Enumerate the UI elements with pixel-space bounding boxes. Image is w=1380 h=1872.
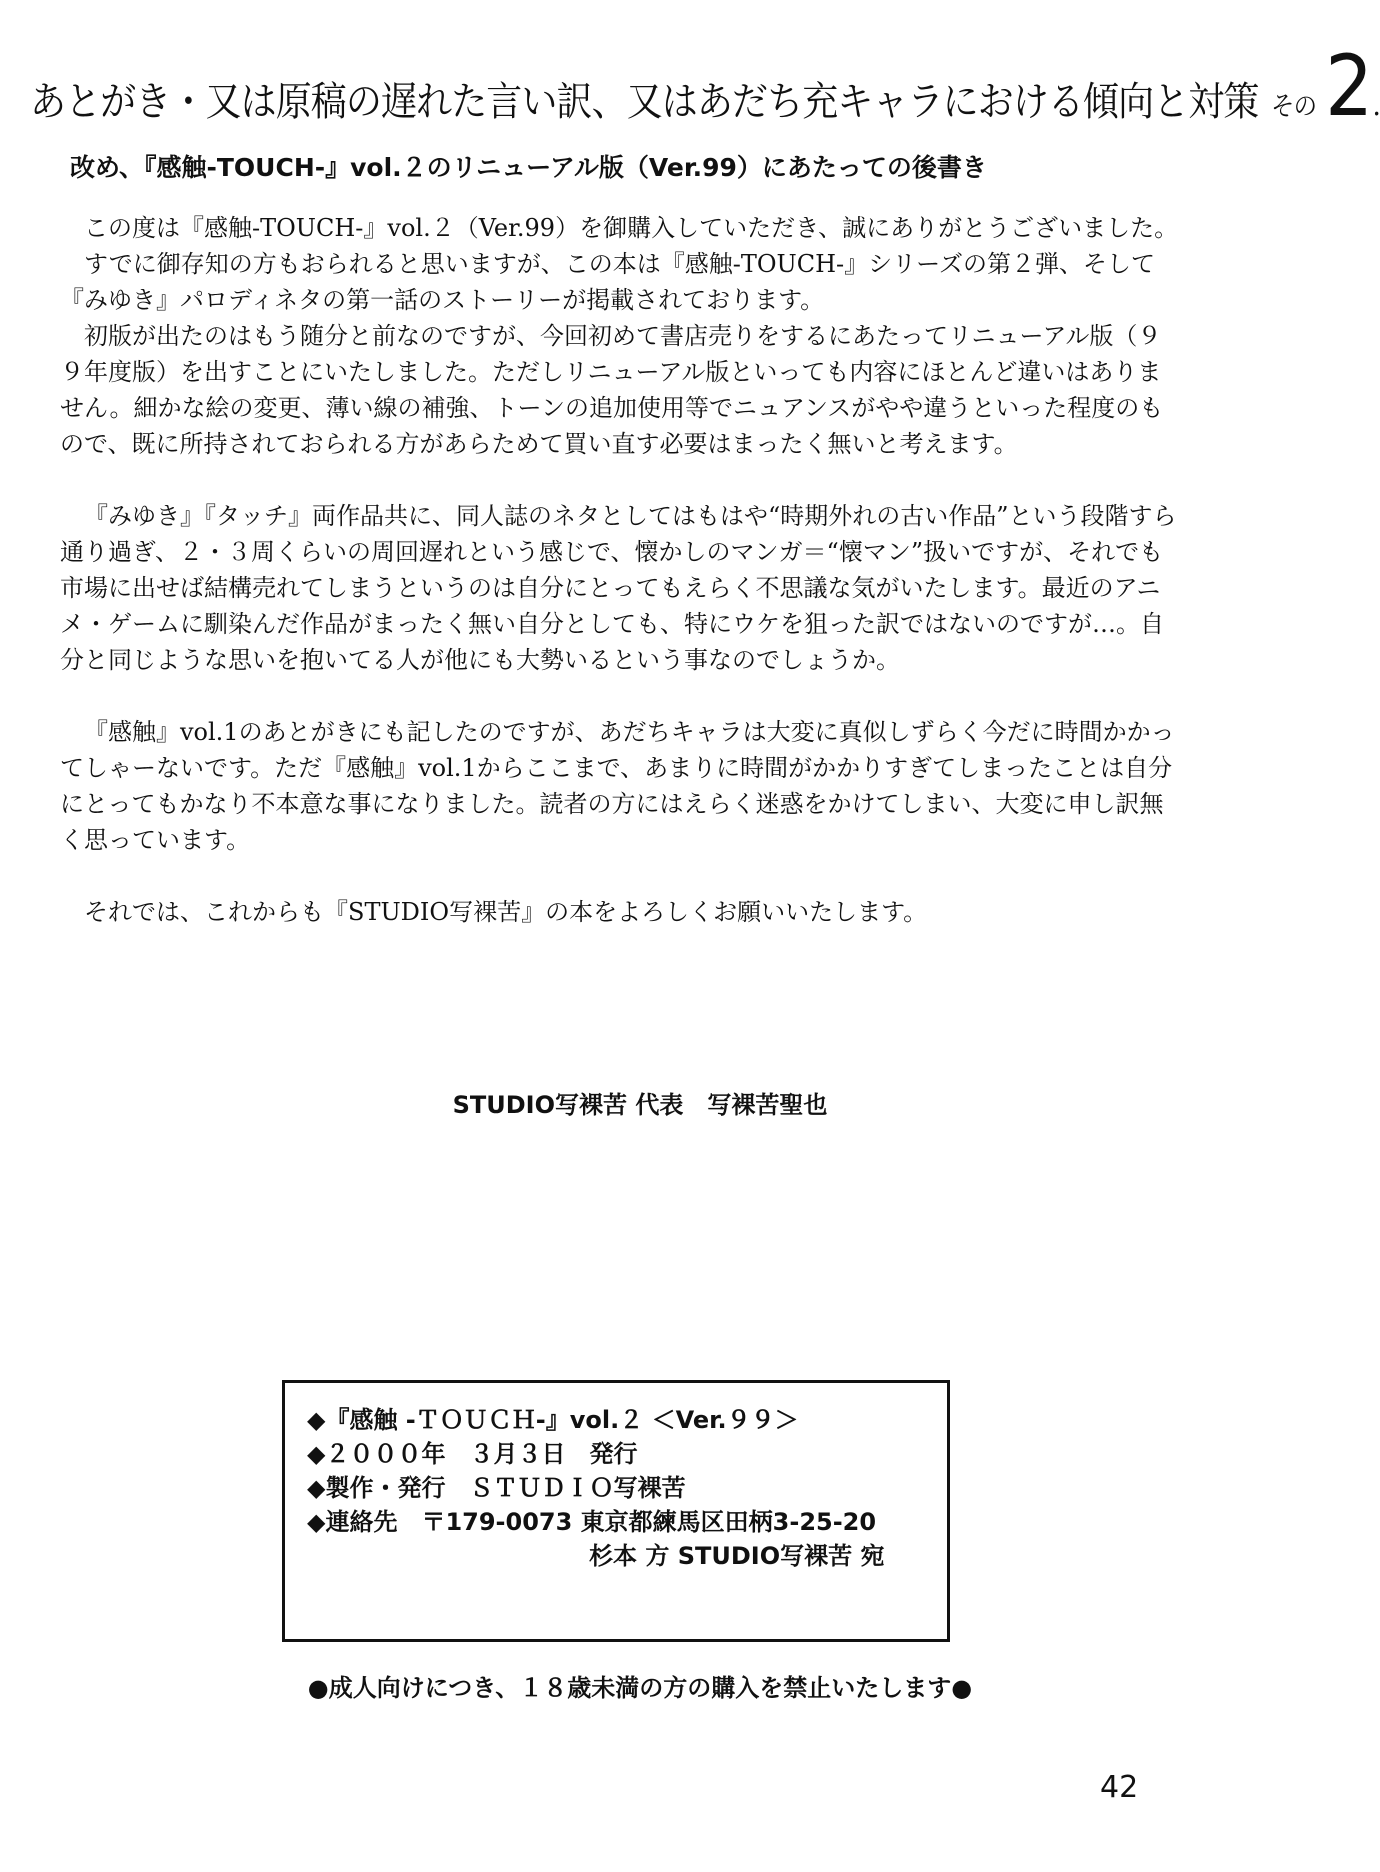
subtitle: 改め、『感触-TOUCH-』vol.２のリニューアル版（Ver.99）にあたっての後書き xyxy=(70,153,987,182)
paragraph: すでに御存知の方もおられると思いますが、この本は『感触-TOUCH-』シリーズの第２弾、そして『みゆき』パロディネタの第一話のストーリーが掲載されております。 xyxy=(60,250,1155,314)
colophon-publisher: ◆製作・発行 ＳＴＵＤＩＯ写裸苦 xyxy=(307,1474,686,1502)
paragraph: 『感触』vol.1のあとがきにも記したのですが、あだちキャラは大変に真似しずらく今だに時間かかってしゃーないです。ただ『感触』vol.1からここまで、あまりに時間がかかりすぎてしまったことは自分にとってもかなり不本意な事になりました。読者の方にはえらく迷惑をかけてしまい、大変に申し訳無く思っています。 xyxy=(60,718,1175,854)
paragraph: 『みゆき』『タッチ』両作品共に、同人誌のネタとしてはもはや“時期外れの古い作品”という段階すら通り過ぎ、２・３周くらいの周回遅れという感じで、懐かしのマンガ＝“懐マン”扱いですが、それでも市場に出せば結構売れてしまうというのは自分にとってもえらく不思議な気がいたします。最近のアニメ・ゲームに馴染んだ作品がまったく無い自分としても、特にウケを狙った訳ではないのですが…。自分と同じような思いを抱いてる人が他にも大勢いるという事なのでしょうか。 xyxy=(60,502,1177,674)
colophon-contact-care-of: 杉本 方 STUDIO写裸苦 宛 xyxy=(589,1542,885,1570)
signature: STUDIO写裸苦 代表 写裸苦聖也 xyxy=(452,1091,828,1119)
colophon-title: ◆『感触 -ＴＯＵＣＨ-』vol.２ ＜Ver.９９＞ xyxy=(307,1406,799,1434)
page-title xyxy=(30,37,1380,135)
colophon-date: ◆２０００年 ３月３日 発行 xyxy=(307,1440,638,1468)
paragraph: 初版が出たのはもう随分と前なのですが、今回初めて書店売りをするにあたってリニューアル版（９９年度版）を出すことにいたしました。ただしリニューアル版といっても内容にほとんど違いはありません。細かな絵の変更、薄い線の補強、トーンの追加使用等でニュアンスがやや違うといった程度のもので、既に所持されておられる方があらためて買い直す必要はまったく無いと考えます。 xyxy=(60,322,1164,458)
closing-paragraph: それでは、これからも『STUDIO写裸苦』の本をよろしくお願いいたします。 xyxy=(84,898,928,926)
afterword-body xyxy=(60,210,1180,930)
title-dot: . xyxy=(1372,88,1380,123)
age-notice: ●成人向けにつき、１８歳未満の方の購入を禁止いたします● xyxy=(307,1674,973,1702)
colophon-contact: ◆連絡先 〒179-0073 東京都練馬区田柄3-25-20 xyxy=(307,1508,877,1536)
title-text: あとがき・又は原稿の遅れた言い訳、又はあだち充キャラにおける傾向と対策 xyxy=(30,79,1259,125)
colophon-box xyxy=(282,1380,950,1642)
paragraph: この度は『感触-TOUCH-』vol.２（Ver.99）を御購入していただき、誠にありがとうございました。 xyxy=(84,214,1179,242)
title-number: 2 xyxy=(1325,37,1373,135)
page-number: 42 xyxy=(1100,1770,1139,1805)
title-suffix: その xyxy=(1271,92,1317,122)
